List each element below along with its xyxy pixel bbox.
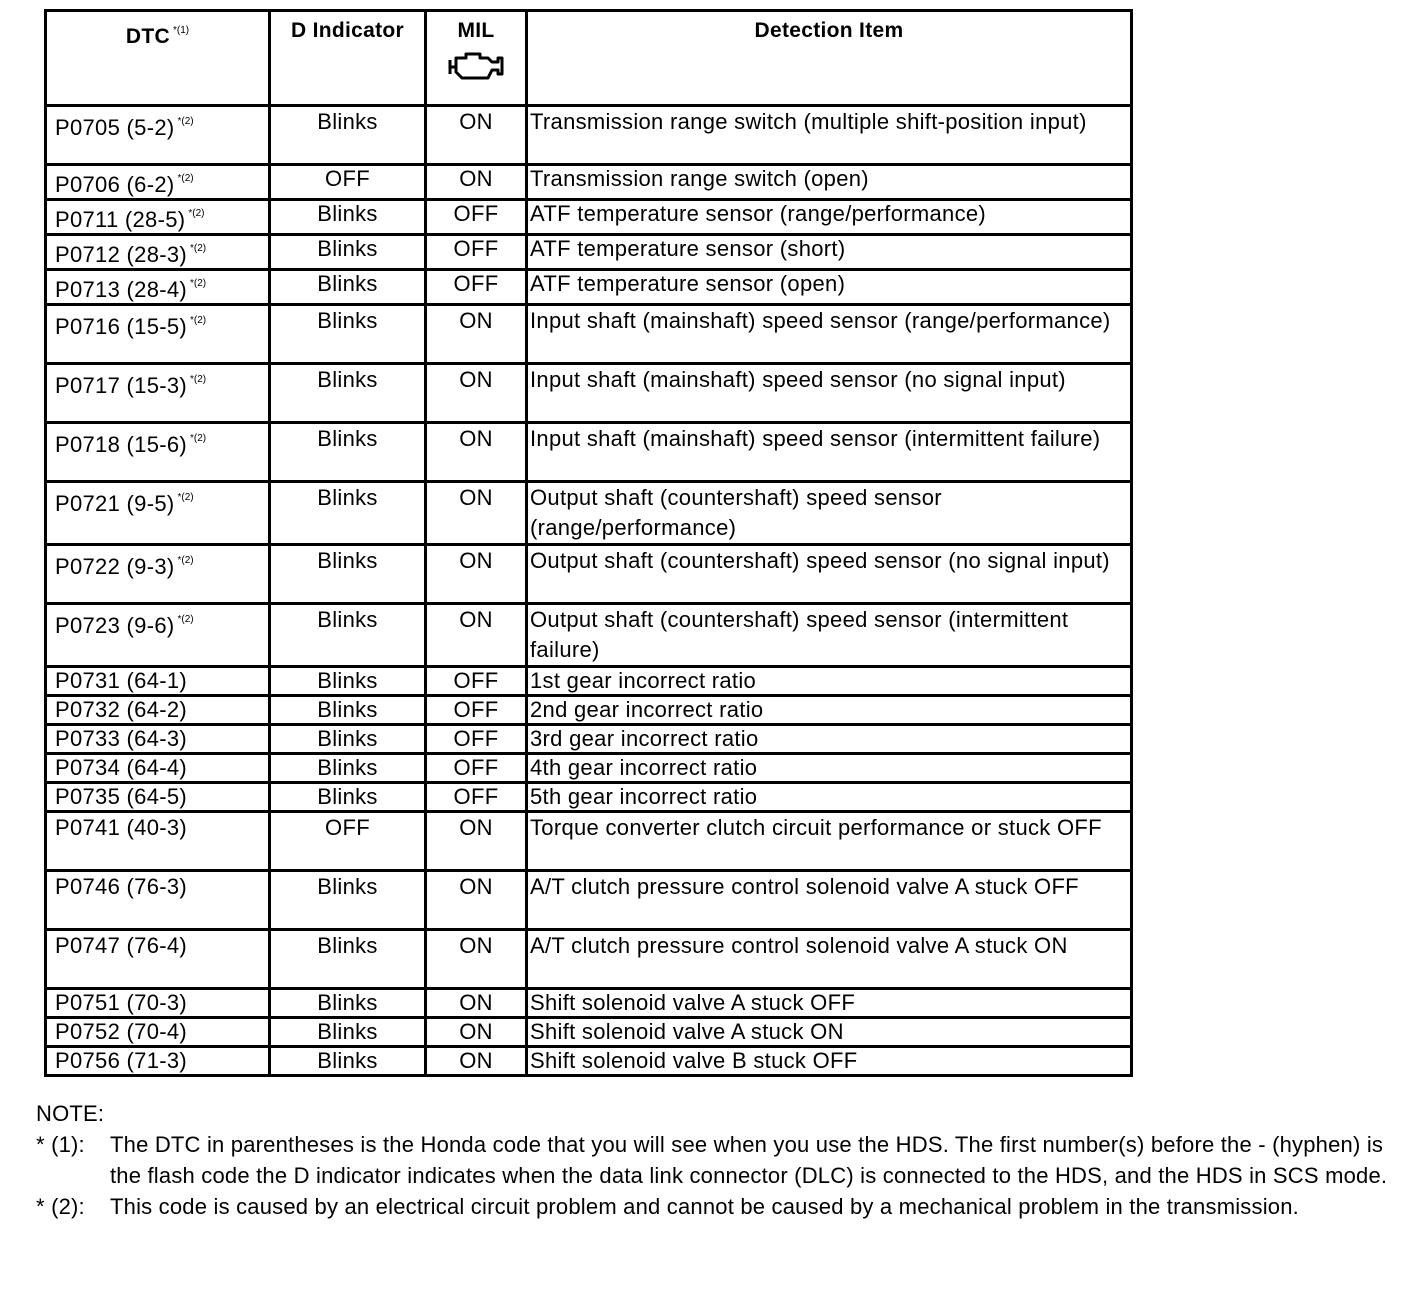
d-indicator-cell: Blinks (270, 364, 426, 423)
mil-cell: OFF (426, 725, 527, 754)
table-row (46, 812, 1132, 871)
dtc-code: P0752 (70-4) (55, 1019, 188, 1044)
dtc-footnote: *(2) (190, 278, 207, 289)
table-row (46, 423, 1132, 482)
dtc-cell (46, 871, 270, 930)
dtc-cell (46, 812, 270, 871)
mil-cell: OFF (426, 667, 527, 696)
dtc-code: P0741 (40-3) (55, 815, 188, 840)
dtc-code: P0733 (64-3) (55, 726, 188, 751)
dtc-table (44, 9, 1133, 1077)
dtc-cell (46, 783, 270, 812)
d-indicator-cell: Blinks (270, 1047, 426, 1076)
mil-cell: ON (426, 305, 527, 364)
dtc-cell (46, 200, 270, 235)
dtc-cell (46, 696, 270, 725)
mil-cell: ON (426, 989, 527, 1018)
mil-cell: ON (426, 106, 527, 165)
dtc-footnote: *(2) (177, 173, 194, 184)
dtc-cell (46, 667, 270, 696)
notes-section (36, 1098, 1396, 1222)
d-indicator-cell: Blinks (270, 482, 426, 545)
dtc-cell (46, 364, 270, 423)
table-row (46, 545, 1132, 604)
d-indicator-cell: Blinks (270, 545, 426, 604)
table-row (46, 270, 1132, 305)
detection-item-cell: ATF temperature sensor (open) (527, 270, 1132, 305)
table-row (46, 364, 1132, 423)
dtc-cell (46, 725, 270, 754)
d-indicator-cell: Blinks (270, 270, 426, 305)
table-row (46, 1018, 1132, 1047)
note-marker: * (1): (36, 1132, 85, 1157)
dtc-footnote: *(2) (190, 374, 207, 385)
d-indicator-cell: Blinks (270, 725, 426, 754)
dtc-code: P0711 (28-5) (55, 207, 186, 232)
mil-cell: ON (426, 871, 527, 930)
dtc-footnote: *(2) (190, 433, 207, 444)
d-indicator-cell: Blinks (270, 871, 426, 930)
table-row (46, 989, 1132, 1018)
dtc-cell (46, 165, 270, 200)
mil-cell: ON (426, 1047, 527, 1076)
header-mil-label: MIL (457, 19, 495, 42)
table-row (46, 930, 1132, 989)
table-row (46, 783, 1132, 812)
detection-item-cell: 3rd gear incorrect ratio (527, 725, 1132, 754)
header-d-indicator (270, 11, 426, 106)
d-indicator-cell: Blinks (270, 1018, 426, 1047)
header-mil (426, 11, 527, 106)
detection-item-cell: A/T clutch pressure control solenoid valve A stuck ON (527, 930, 1132, 989)
mil-cell: ON (426, 545, 527, 604)
table-row (46, 667, 1132, 696)
dtc-code: P0717 (15-3) (55, 373, 188, 398)
table-row (46, 1047, 1132, 1076)
mil-cell: OFF (426, 783, 527, 812)
dtc-footnote: *(2) (188, 208, 205, 219)
header-dtc-label: DTC (125, 25, 170, 48)
detection-item-cell: Transmission range switch (multiple shift-position input) (527, 106, 1132, 165)
dtc-code: P0735 (64-5) (55, 784, 188, 809)
mil-cell: OFF (426, 696, 527, 725)
dtc-code: P0732 (64-2) (55, 697, 188, 722)
note-marker: * (2): (36, 1194, 85, 1219)
mil-cell: OFF (426, 235, 527, 270)
detection-item-cell: Input shaft (mainshaft) speed sensor (no signal input) (527, 364, 1132, 423)
table-row (46, 165, 1132, 200)
detection-item-cell: 4th gear incorrect ratio (527, 754, 1132, 783)
dtc-footnote: *(2) (177, 555, 194, 566)
dtc-cell (46, 1047, 270, 1076)
detection-item-cell: Output shaft (countershaft) speed sensor (range/performance) (527, 482, 1132, 545)
detection-item-cell: 5th gear incorrect ratio (527, 783, 1132, 812)
dtc-footnote: *(2) (177, 116, 194, 127)
engine-check-icon (444, 48, 508, 82)
dtc-cell (46, 604, 270, 667)
note-item (36, 1191, 1396, 1222)
d-indicator-cell: Blinks (270, 200, 426, 235)
dtc-cell (46, 989, 270, 1018)
dtc-code: P0746 (76-3) (55, 874, 188, 899)
d-indicator-cell: Blinks (270, 930, 426, 989)
table-row (46, 106, 1132, 165)
dtc-footnote: *(2) (190, 243, 207, 254)
detection-item-cell: Shift solenoid valve A stuck ON (527, 1018, 1132, 1047)
d-indicator-cell: Blinks (270, 235, 426, 270)
dtc-code: P0712 (28-3) (55, 242, 188, 267)
header-detection-item (527, 11, 1132, 106)
notes-title: NOTE: (36, 1101, 105, 1126)
mil-cell: ON (426, 604, 527, 667)
detection-item-cell: Torque converter clutch circuit performance or stuck OFF (527, 812, 1132, 871)
table-row (46, 725, 1132, 754)
dtc-footnote: *(2) (190, 315, 207, 326)
note-text: This code is caused by an electrical circuit problem and cannot be caused by a mechanical problem in the transmission. (110, 1194, 1299, 1219)
mil-cell: ON (426, 812, 527, 871)
mil-cell: ON (426, 165, 527, 200)
dtc-cell (46, 235, 270, 270)
table-row (46, 604, 1132, 667)
dtc-footnote: *(2) (177, 492, 194, 503)
table-row (46, 200, 1132, 235)
d-indicator-cell: Blinks (270, 106, 426, 165)
d-indicator-cell: OFF (270, 812, 426, 871)
d-indicator-cell: Blinks (270, 696, 426, 725)
dtc-code: P0723 (9-6) (55, 613, 175, 638)
table-row (46, 871, 1132, 930)
detection-item-cell: Transmission range switch (open) (527, 165, 1132, 200)
detection-item-cell: 1st gear incorrect ratio (527, 667, 1132, 696)
dtc-code: P0751 (70-3) (55, 990, 188, 1015)
mil-cell: ON (426, 930, 527, 989)
detection-item-cell: Output shaft (countershaft) speed sensor (no signal input) (527, 545, 1132, 604)
detection-item-cell: ATF temperature sensor (short) (527, 235, 1132, 270)
dtc-code: P0721 (9-5) (55, 491, 175, 516)
table-row (46, 754, 1132, 783)
d-indicator-cell: Blinks (270, 754, 426, 783)
mil-cell: ON (426, 423, 527, 482)
table-row (46, 305, 1132, 364)
dtc-code: P0705 (5-2) (55, 115, 175, 140)
header-d-indicator-label: D Indicator (291, 19, 404, 42)
d-indicator-cell: Blinks (270, 305, 426, 364)
dtc-cell (46, 106, 270, 165)
mil-cell: ON (426, 364, 527, 423)
dtc-cell (46, 305, 270, 364)
dtc-code: P0713 (28-4) (55, 277, 188, 302)
d-indicator-cell: OFF (270, 165, 426, 200)
detection-item-cell: Output shaft (countershaft) speed sensor (intermittent failure) (527, 604, 1132, 667)
table-row (46, 482, 1132, 545)
dtc-cell (46, 545, 270, 604)
mil-cell: OFF (426, 200, 527, 235)
dtc-table-body (46, 106, 1132, 1076)
d-indicator-cell: Blinks (270, 667, 426, 696)
note-item (36, 1129, 1396, 1191)
d-indicator-cell: Blinks (270, 423, 426, 482)
table-header-row (46, 11, 1132, 106)
note-text: The DTC in parentheses is the Honda code that you will see when you use the HDS. The first number(s) before the - (hyphen) is the flash code the D indicator indicates when the data link connector (DLC) is connected to the HDS, and the HDS in SCS mode. (110, 1132, 1388, 1188)
dtc-cell (46, 423, 270, 482)
detection-item-cell: A/T clutch pressure control solenoid valve A stuck OFF (527, 871, 1132, 930)
detection-item-cell: Input shaft (mainshaft) speed sensor (range/performance) (527, 305, 1132, 364)
detection-item-cell: Input shaft (mainshaft) speed sensor (intermittent failure) (527, 423, 1132, 482)
mil-cell: ON (426, 482, 527, 545)
dtc-code: P0731 (64-1) (55, 668, 188, 693)
dtc-code: P0734 (64-4) (55, 755, 188, 780)
mil-cell: ON (426, 1018, 527, 1047)
header-dtc-footnote: *(1) (172, 25, 190, 36)
d-indicator-cell: Blinks (270, 989, 426, 1018)
header-dtc (46, 11, 270, 106)
dtc-code: P0716 (15-5) (55, 314, 188, 339)
dtc-footnote: *(2) (177, 614, 194, 625)
header-detection-item-label: Detection Item (754, 19, 904, 42)
table-row (46, 696, 1132, 725)
dtc-cell (46, 482, 270, 545)
dtc-code: P0718 (15-6) (55, 432, 188, 457)
detection-item-cell: Shift solenoid valve A stuck OFF (527, 989, 1132, 1018)
dtc-code: P0756 (71-3) (55, 1048, 188, 1073)
table-row (46, 235, 1132, 270)
d-indicator-cell: Blinks (270, 604, 426, 667)
detection-item-cell: ATF temperature sensor (range/performance) (527, 200, 1132, 235)
dtc-code: P0706 (6-2) (55, 172, 175, 197)
detection-item-cell: Shift solenoid valve B stuck OFF (527, 1047, 1132, 1076)
dtc-cell (46, 270, 270, 305)
mil-cell: OFF (426, 754, 527, 783)
dtc-code: P0747 (76-4) (55, 933, 188, 958)
detection-item-cell: 2nd gear incorrect ratio (527, 696, 1132, 725)
d-indicator-cell: Blinks (270, 783, 426, 812)
dtc-cell (46, 754, 270, 783)
dtc-code: P0722 (9-3) (55, 554, 175, 579)
dtc-cell (46, 930, 270, 989)
dtc-cell (46, 1018, 270, 1047)
mil-cell: OFF (426, 270, 527, 305)
